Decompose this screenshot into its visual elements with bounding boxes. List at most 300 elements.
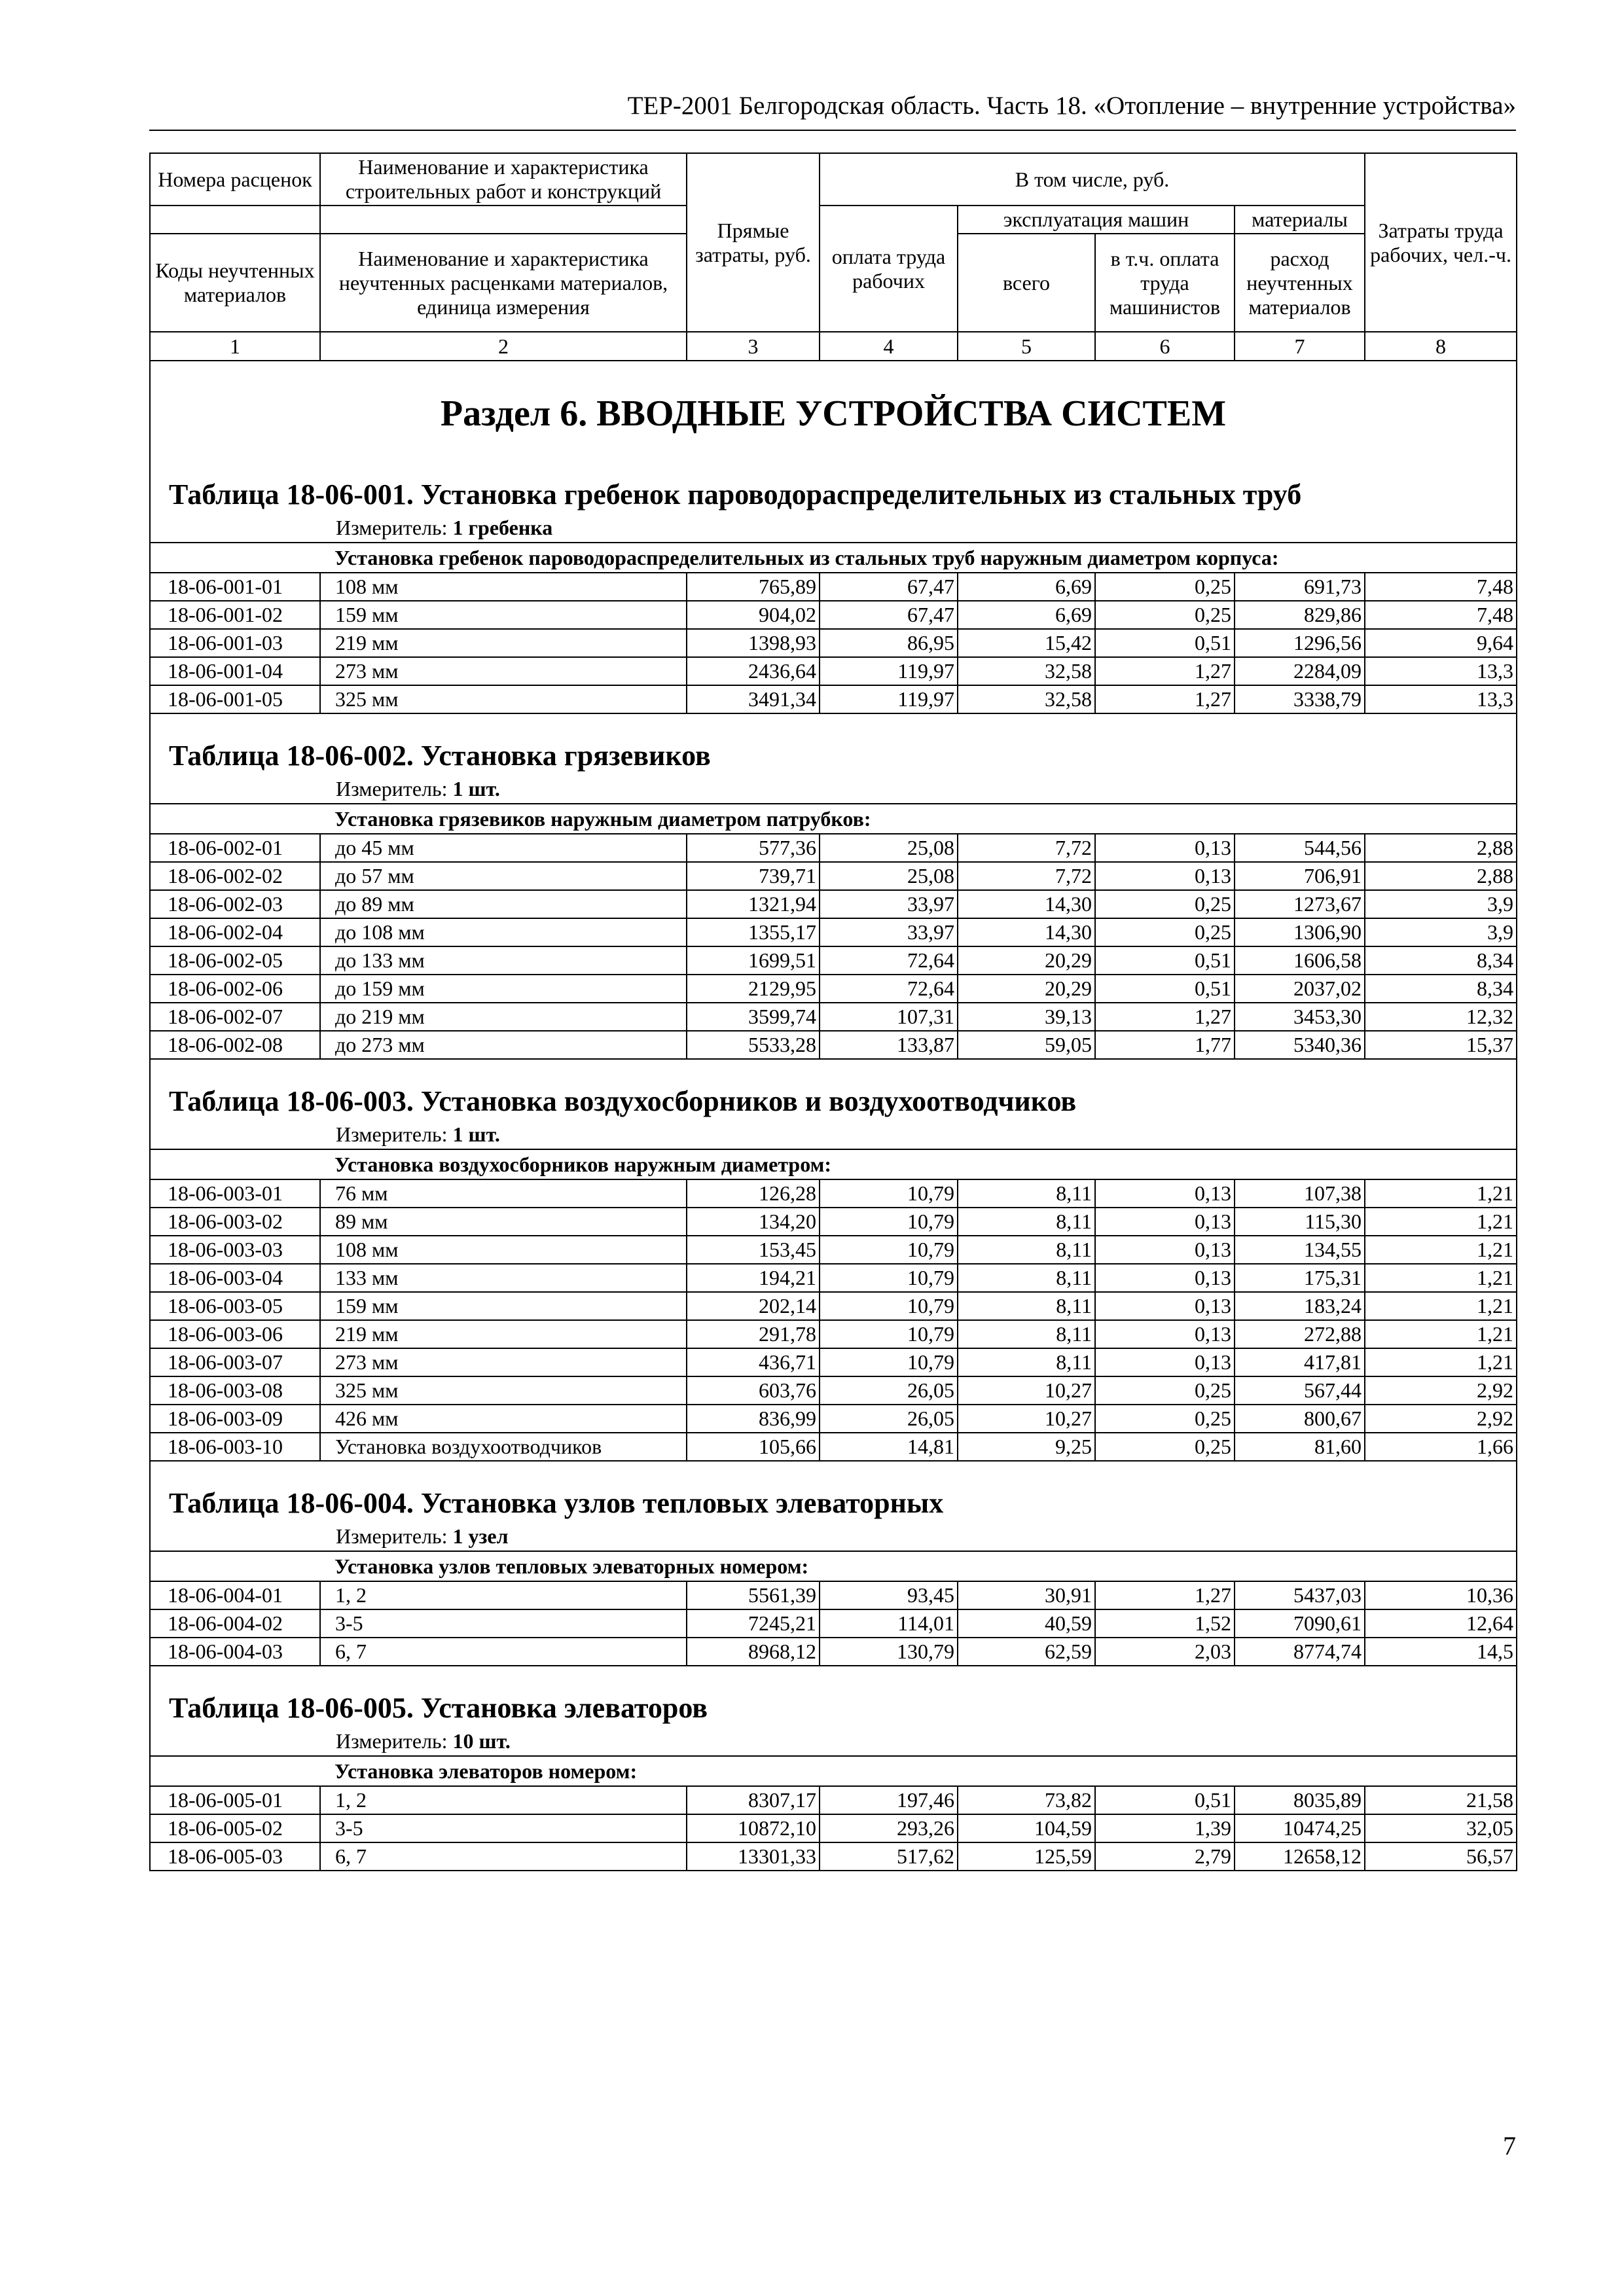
materials-cost-cell: 5437,03 [1235,1581,1365,1609]
machinist-pay-cell: 0,51 [1095,1786,1235,1814]
machine-op-header: эксплуатация машин [958,206,1235,234]
work-name-cell: 325 мм [320,1376,687,1405]
table-row [150,629,1517,657]
work-name-cell: 159 мм [320,1292,687,1320]
machinist-pay-cell: 1,27 [1095,1581,1235,1609]
labor-pay-cell: 10,79 [820,1208,958,1236]
direct-costs-cell: 836,99 [687,1405,820,1433]
column-number: 3 [687,332,820,361]
header-spacer [320,206,687,234]
work-name-cell: 219 мм [320,629,687,657]
labor-pay-cell: 26,05 [820,1376,958,1405]
machinist-pay-cell: 2,03 [1095,1638,1235,1666]
table-meter [151,1522,1516,1551]
labor-pay-cell: 26,05 [820,1405,958,1433]
section-title: Раздел 6. ВВОДНЫЕ УСТРОЙСТВА СИСТЕМ [440,393,1227,434]
direct-costs-cell: 5533,28 [687,1031,820,1059]
machinist-pay-cell: 0,13 [1095,1179,1235,1208]
materials-cost-cell: 3338,79 [1235,685,1365,713]
direct-costs-cell: 153,45 [687,1236,820,1264]
machinist-pay-cell: 0,13 [1095,1236,1235,1264]
labor-pay-cell: 517,62 [820,1842,958,1871]
labor-hours-cell: 3,9 [1365,918,1517,946]
work-name-cell: до 273 мм [320,1031,687,1059]
work-name-cell: 325 мм [320,685,687,713]
labor-hours-cell: 1,21 [1365,1292,1517,1320]
labor-pay-cell: 293,26 [820,1814,958,1842]
meter-value: 1 шт. [452,777,500,800]
direct-costs-cell: 10872,10 [687,1814,820,1842]
labor-pay-cell: 67,47 [820,601,958,629]
section-row [150,361,1517,453]
group-row [150,1756,1517,1786]
work-name-cell: 219 мм [320,1320,687,1348]
table-title-row [150,1059,1517,1149]
group-label: Установка элеваторов номером: [320,1756,1517,1786]
labor-hours-cell: 1,21 [1365,1208,1517,1236]
labor-hours-cell: 2,88 [1365,862,1517,890]
labor-pay-cell: 25,08 [820,834,958,862]
labor-hours-cell: 1,66 [1365,1433,1517,1461]
direct-costs-cell: 1321,94 [687,890,820,918]
rate-code-cell: 18-06-003-10 [150,1433,320,1461]
machinist-pay-cell: 0,13 [1095,862,1235,890]
direct-costs-cell: 739,71 [687,862,820,890]
table-row [150,946,1517,975]
machinist-pay-cell: 0,13 [1095,834,1235,862]
machine-total-cell: 14,30 [958,918,1095,946]
table-row [150,1581,1517,1609]
column-number: 2 [320,332,687,361]
materials-cost-cell: 7090,61 [1235,1609,1365,1638]
labor-pay-cell: 10,79 [820,1264,958,1292]
machine-total-cell: 8,11 [958,1320,1095,1348]
group-label: Установка воздухосборников наружным диаметром: [320,1149,1517,1179]
materials-cost-cell: 81,60 [1235,1433,1365,1461]
labor-hours-cell: 1,21 [1365,1348,1517,1376]
direct-costs-cell: 603,76 [687,1376,820,1405]
including-header: В том числе, руб. [820,153,1365,206]
rate-code-cell: 18-06-004-03 [150,1638,320,1666]
labor-pay-cell: 130,79 [820,1638,958,1666]
table-row [150,657,1517,685]
table-title-row [150,1461,1517,1551]
direct-costs-cell: 765,89 [687,573,820,601]
table-row [150,1236,1517,1264]
direct-costs-cell: 7245,21 [687,1609,820,1638]
work-name-cell: 1, 2 [320,1581,687,1609]
header-spacer [150,206,320,234]
unaccounted-name-header: Наименование и характеристика неучтенных расценками материалов, единица измерения [320,234,687,332]
labor-pay-cell: 25,08 [820,862,958,890]
table-row [150,890,1517,918]
materials-cost-cell: 417,81 [1235,1348,1365,1376]
labor-hours-cell: 8,34 [1365,946,1517,975]
materials-cost-cell: 2037,02 [1235,975,1365,1003]
meter-value: 1 гребенка [452,516,553,539]
rate-code-cell: 18-06-004-01 [150,1581,320,1609]
machinist-pay-cell: 0,25 [1095,1433,1235,1461]
labor-pay-cell: 86,95 [820,629,958,657]
table-row [150,1031,1517,1059]
table-title-row [150,453,1517,543]
work-name-cell: до 89 мм [320,890,687,918]
table-header [150,153,1517,361]
work-name-cell: 3-5 [320,1609,687,1638]
meter-value: 1 шт. [452,1122,500,1146]
materials-cost-cell: 272,88 [1235,1320,1365,1348]
table-row [150,1433,1517,1461]
labor-hours-cell: 2,92 [1365,1405,1517,1433]
machinist-pay-cell: 0,25 [1095,890,1235,918]
rate-code-cell: 18-06-004-02 [150,1609,320,1638]
labor-hours-cell: 1,21 [1365,1320,1517,1348]
machinist-pay-cell: 1,27 [1095,657,1235,685]
meter-label: Измеритель: [336,1729,448,1753]
direct-costs-cell: 8968,12 [687,1638,820,1666]
rate-code-cell: 18-06-002-03 [150,890,320,918]
labor-hours-cell: 21,58 [1365,1786,1517,1814]
work-name-cell: 89 мм [320,1208,687,1236]
labor-hours-cell: 12,32 [1365,1003,1517,1031]
group-label: Установка узлов тепловых элеваторных номером: [320,1551,1517,1581]
machine-total-cell: 7,72 [958,834,1095,862]
direct-costs-cell: 436,71 [687,1348,820,1376]
table-body [150,361,1517,1871]
materials-cost-cell: 8774,74 [1235,1638,1365,1666]
direct-costs-cell: 194,21 [687,1264,820,1292]
machine-total-cell: 20,29 [958,946,1095,975]
labor-pay-cell: 119,97 [820,685,958,713]
rate-code-cell: 18-06-003-08 [150,1376,320,1405]
labor-pay-cell: 93,45 [820,1581,958,1609]
labor-hours-cell: 9,64 [1365,629,1517,657]
machine-total-cell: 8,11 [958,1292,1095,1320]
labor-costs-header: Затраты труда рабочих, чел.-ч. [1365,153,1517,332]
rate-code-cell: 18-06-003-09 [150,1405,320,1433]
meter-value: 1 узел [452,1524,509,1548]
machinist-pay-cell: 0,25 [1095,1376,1235,1405]
labor-hours-cell: 7,48 [1365,601,1517,629]
materials-cost-cell: 544,56 [1235,834,1365,862]
table-title: Таблица 18-06-003. Установка воздухосборников и воздухоотводчиков [169,1085,1077,1117]
table-row [150,1405,1517,1433]
machinist-pay-cell: 1,52 [1095,1609,1235,1638]
meter-label: Измеритель: [336,777,448,800]
machine-total-cell: 32,58 [958,657,1095,685]
materials-cost-cell: 1606,58 [1235,946,1365,975]
group-code-cell [150,1756,320,1786]
table-meter [151,1727,1516,1755]
labor-hours-cell: 13,3 [1365,685,1517,713]
labor-pay-cell: 72,64 [820,946,958,975]
materials-cost-cell: 1306,90 [1235,918,1365,946]
materials-cost-cell: 3453,30 [1235,1003,1365,1031]
machinist-pay-cell: 0,25 [1095,601,1235,629]
labor-pay-cell: 10,79 [820,1179,958,1208]
rate-code-cell: 18-06-003-02 [150,1208,320,1236]
labor-hours-cell: 1,21 [1365,1236,1517,1264]
rate-code-cell: 18-06-002-04 [150,918,320,946]
machine-total-cell: 62,59 [958,1638,1095,1666]
table-row [150,1842,1517,1871]
rate-code-cell: 18-06-001-04 [150,657,320,685]
column-number-row [150,332,1517,361]
labor-hours-cell: 14,5 [1365,1638,1517,1666]
direct-costs-cell: 8307,17 [687,1786,820,1814]
direct-costs-cell: 904,02 [687,601,820,629]
materials-cost-cell: 5340,36 [1235,1031,1365,1059]
column-number: 8 [1365,332,1517,361]
rate-code-cell: 18-06-002-08 [150,1031,320,1059]
rate-code-cell: 18-06-003-03 [150,1236,320,1264]
machine-total-cell: 6,69 [958,601,1095,629]
table-row [150,601,1517,629]
rate-code-cell: 18-06-003-05 [150,1292,320,1320]
table-title: Таблица 18-06-001. Установка гребенок пароводораспределительных из стальных труб [169,478,1302,511]
materials-cost-cell: 1296,56 [1235,629,1365,657]
labor-hours-cell: 32,05 [1365,1814,1517,1842]
machinist-pay-cell: 1,77 [1095,1031,1235,1059]
rate-code-cell: 18-06-002-05 [150,946,320,975]
table-row [150,573,1517,601]
labor-pay-cell: 72,64 [820,975,958,1003]
table-row [150,1003,1517,1031]
direct-costs-cell: 1699,51 [687,946,820,975]
rate-code-cell: 18-06-005-03 [150,1842,320,1871]
direct-costs-cell: 1398,93 [687,629,820,657]
rate-code-cell: 18-06-002-02 [150,862,320,890]
table-title: Таблица 18-06-005. Установка элеваторов [169,1692,708,1724]
work-name-cell: до 57 мм [320,862,687,890]
table-row [150,1814,1517,1842]
group-row [150,1551,1517,1581]
machinist-pay-cell: 1,27 [1095,1003,1235,1031]
machine-total-cell: 7,72 [958,862,1095,890]
machinist-pay-cell: 0,25 [1095,918,1235,946]
group-code-cell [150,1551,320,1581]
work-name-cell: 273 мм [320,1348,687,1376]
table-row [150,685,1517,713]
table-row [150,975,1517,1003]
labor-pay-cell: 10,79 [820,1292,958,1320]
running-header: ТЕР-2001 Белгородская область. Часть 18. «Отопление – внутренние устройства» [149,89,1516,131]
group-row [150,804,1517,834]
rate-code-cell: 18-06-001-05 [150,685,320,713]
work-name-cell: до 159 мм [320,975,687,1003]
machinist-pay-cell: 1,27 [1095,685,1235,713]
rate-numbers-header: Номера расценок [150,153,320,206]
group-row [150,1149,1517,1179]
materials-cost-cell: 107,38 [1235,1179,1365,1208]
machine-total-cell: 59,05 [958,1031,1095,1059]
work-name-cell: 426 мм [320,1405,687,1433]
group-code-cell [150,543,320,573]
work-name-cell: до 108 мм [320,918,687,946]
machinist-pay-cell: 0,25 [1095,573,1235,601]
machine-total-cell: 73,82 [958,1786,1095,1814]
machine-total-cell: 8,11 [958,1208,1095,1236]
labor-hours-cell: 13,3 [1365,657,1517,685]
machine-total-cell: 6,69 [958,573,1095,601]
unaccounted-consumption-header: расход неучтенных материалов [1235,234,1365,332]
rate-code-cell: 18-06-003-06 [150,1320,320,1348]
machine-total-cell: 8,11 [958,1179,1095,1208]
work-name-cell: 3-5 [320,1814,687,1842]
machine-total-cell: 15,42 [958,629,1095,657]
materials-cost-cell: 8035,89 [1235,1786,1365,1814]
labor-pay-cell: 10,79 [820,1320,958,1348]
labor-pay-cell: 33,97 [820,918,958,946]
table-row [150,918,1517,946]
table-row [150,834,1517,862]
work-name-cell: 1, 2 [320,1786,687,1814]
materials-cost-cell: 567,44 [1235,1376,1365,1405]
work-name-cell: 108 мм [320,573,687,601]
rate-code-cell: 18-06-001-01 [150,573,320,601]
machine-total-cell: 20,29 [958,975,1095,1003]
materials-cost-cell: 12658,12 [1235,1842,1365,1871]
column-number: 6 [1095,332,1235,361]
labor-hours-cell: 10,36 [1365,1581,1517,1609]
group-code-cell [150,804,320,834]
materials-cost-cell: 183,24 [1235,1292,1365,1320]
table-title: Таблица 18-06-004. Установка узлов тепловых элеваторных [169,1487,944,1519]
meter-label: Измеритель: [336,1524,448,1548]
direct-costs-cell: 13301,33 [687,1842,820,1871]
machine-total-cell: 104,59 [958,1814,1095,1842]
machine-total-cell: 8,11 [958,1264,1095,1292]
work-name-cell: 76 мм [320,1179,687,1208]
table-title: Таблица 18-06-002. Установка грязевиков [169,740,711,772]
machine-total-cell: 30,91 [958,1581,1095,1609]
work-name-cell: 6, 7 [320,1842,687,1871]
materials-cost-cell: 10474,25 [1235,1814,1365,1842]
rate-code-cell: 18-06-005-02 [150,1814,320,1842]
machinist-pay-cell: 0,13 [1095,1292,1235,1320]
table-row [150,1638,1517,1666]
labor-pay-cell: 67,47 [820,573,958,601]
labor-hours-cell: 2,92 [1365,1376,1517,1405]
machinist-pay-cell: 0,13 [1095,1320,1235,1348]
rate-code-cell: 18-06-003-01 [150,1179,320,1208]
table-meter [151,513,1516,542]
labor-pay-cell: 133,87 [820,1031,958,1059]
rate-code-cell: 18-06-002-06 [150,975,320,1003]
column-number: 7 [1235,332,1365,361]
materials-cost-cell: 800,67 [1235,1405,1365,1433]
machine-total-cell: 125,59 [958,1842,1095,1871]
direct-costs-cell: 2129,95 [687,975,820,1003]
direct-costs-cell: 577,36 [687,834,820,862]
column-number: 4 [820,332,958,361]
table-title-row [150,713,1517,804]
machine-total-cell: 10,27 [958,1376,1095,1405]
machinist-pay-cell: 0,13 [1095,1208,1235,1236]
work-name-cell: 6, 7 [320,1638,687,1666]
labor-hours-cell: 1,21 [1365,1264,1517,1292]
machinist-pay-cell: 0,25 [1095,1405,1235,1433]
materials-cost-cell: 134,55 [1235,1236,1365,1264]
table-row [150,1208,1517,1236]
materials-cost-cell: 691,73 [1235,573,1365,601]
work-name-cell: 273 мм [320,657,687,685]
table-row [150,1179,1517,1208]
table-title-row [150,1666,1517,1756]
rates-table [149,152,1517,1871]
page-number: 7 [1503,2131,1516,2161]
machinist-pay-cell: 0,51 [1095,946,1235,975]
rate-code-cell: 18-06-002-07 [150,1003,320,1031]
group-label: Установка гребенок пароводораспределительных из стальных труб наружным диаметром корпуса: [320,543,1517,573]
direct-costs-cell: 3491,34 [687,685,820,713]
work-name-cell: Установка воздухоотводчиков [320,1433,687,1461]
materials-cost-cell: 706,91 [1235,862,1365,890]
machinist-pay-cell: 0,51 [1095,975,1235,1003]
labor-hours-cell: 2,88 [1365,834,1517,862]
table-meter [151,1120,1516,1149]
direct-costs-cell: 3599,74 [687,1003,820,1031]
meter-value: 10 шт. [452,1729,511,1753]
table-row [150,1609,1517,1638]
table-meter [151,774,1516,803]
machine-total-cell: 32,58 [958,685,1095,713]
direct-costs-cell: 1355,17 [687,918,820,946]
table-row [150,1292,1517,1320]
direct-costs-cell: 134,20 [687,1208,820,1236]
labor-hours-cell: 56,57 [1365,1842,1517,1871]
materials-cost-cell: 1273,67 [1235,890,1365,918]
machinist-pay-cell: 0,13 [1095,1348,1235,1376]
labor-pay-cell: 33,97 [820,890,958,918]
machine-total-cell: 40,59 [958,1609,1095,1638]
table-row [150,862,1517,890]
direct-costs-header: Прямые затраты, руб. [687,153,820,332]
direct-costs-cell: 291,78 [687,1320,820,1348]
labor-pay-cell: 14,81 [820,1433,958,1461]
work-name-cell: 159 мм [320,601,687,629]
labor-pay-cell: 119,97 [820,657,958,685]
machinist-pay-cell: 1,39 [1095,1814,1235,1842]
table-row [150,1348,1517,1376]
machinist-pay-cell: 0,13 [1095,1264,1235,1292]
table-row [150,1376,1517,1405]
direct-costs-cell: 2436,64 [687,657,820,685]
rate-code-cell: 18-06-002-01 [150,834,320,862]
machine-total-cell: 9,25 [958,1433,1095,1461]
column-number: 5 [958,332,1095,361]
materials-cost-cell: 115,30 [1235,1208,1365,1236]
machinist-pay-header: в т.ч. оплата труда машинистов [1095,234,1235,332]
materials-cost-cell: 829,86 [1235,601,1365,629]
machine-total-cell: 8,11 [958,1236,1095,1264]
machine-total-header: всего [958,234,1095,332]
rate-code-cell: 18-06-001-02 [150,601,320,629]
materials-cost-cell: 175,31 [1235,1264,1365,1292]
direct-costs-cell: 105,66 [687,1433,820,1461]
group-row [150,543,1517,573]
direct-costs-cell: 202,14 [687,1292,820,1320]
table-row [150,1320,1517,1348]
machine-total-cell: 10,27 [958,1405,1095,1433]
materials-cost-cell: 2284,09 [1235,657,1365,685]
direct-costs-cell: 5561,39 [687,1581,820,1609]
table-row [150,1264,1517,1292]
direct-costs-cell: 126,28 [687,1179,820,1208]
rate-code-cell: 18-06-001-03 [150,629,320,657]
unaccounted-codes-header: Коды неучтенных материалов [150,234,320,332]
labor-pay-cell: 107,31 [820,1003,958,1031]
